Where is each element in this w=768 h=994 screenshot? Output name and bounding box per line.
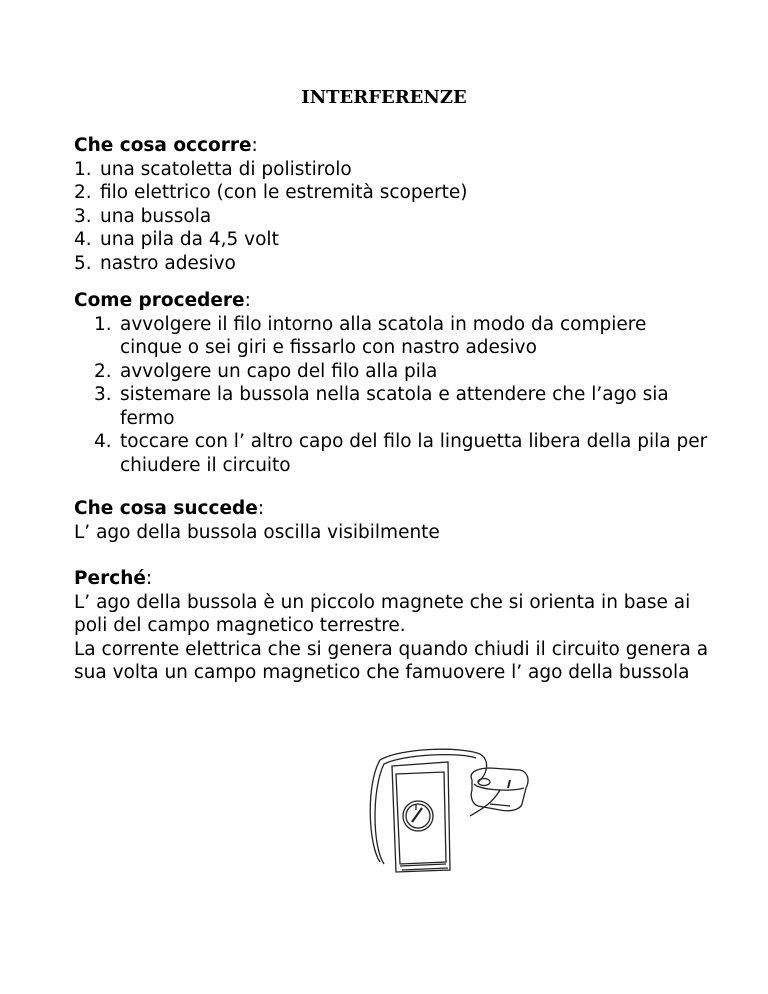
list-item: 3. una bussola: [74, 205, 212, 227]
perche-paragraph-2: La corrente elettrica che si genera quando chiudi il circuito genera a sua volta un campo magnetico che famuovere l’ ago della bussola: [74, 638, 709, 683]
heading-procedere: Come procedere: [74, 290, 245, 311]
list-item: 4. toccare con l’ altro capo del filo la linguetta libera della pila per chiudere il circuito: [94, 431, 708, 476]
section-heading: Che cosa succede:: [74, 498, 265, 519]
list-item: 1. avvolgere il filo intorno alla scatola in modo da compiere cinque o sei giri e fissarlo con nastro adesivo: [94, 313, 647, 358]
section-heading: Che cosa occorre:: [74, 135, 258, 156]
succede-text: L’ ago della bussola oscilla visibilmente: [74, 521, 440, 543]
steps-list: [94, 313, 714, 478]
section-procedere: [74, 289, 714, 477]
list-item: 1. una scatoletta di polistirolo: [74, 158, 352, 180]
heading-succede: Che cosa succede: [74, 498, 258, 519]
heading-occorre: Che cosa occorre: [74, 135, 252, 156]
section-perche: [74, 567, 714, 685]
list-item: 2. avvolgere un capo del filo alla pila: [94, 360, 438, 382]
section-succede: [74, 497, 734, 544]
list-item: 4. una pila da 4,5 volt: [74, 229, 279, 250]
heading-perche: Perché: [74, 568, 146, 589]
section-heading: Perché:: [74, 568, 153, 589]
section-occorre: [74, 134, 734, 275]
perche-paragraph-1: L’ ago della bussola è un piccolo magnete che si orienta in base ai poli del campo magnetico terrestre.: [74, 591, 691, 636]
list-item: 2. filo elettrico (con le estremità scoperte): [74, 182, 468, 203]
materials-list: [74, 158, 734, 276]
list-item: 3. sistemare la bussola nella scatola e attendere che l’ago sia fermo: [94, 384, 669, 429]
list-item: 5. nastro adesivo: [74, 252, 236, 274]
page-title: INTERFERENZE: [301, 87, 467, 108]
section-heading: Come procedere:: [74, 290, 251, 311]
circuit-illustration: [360, 744, 540, 880]
